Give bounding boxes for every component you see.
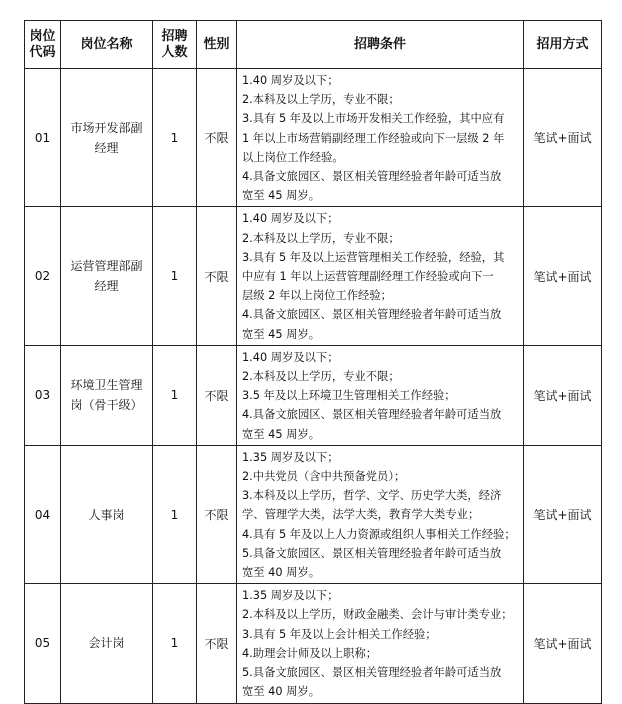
position-name: 人事岗 bbox=[61, 445, 153, 583]
hiring-method: 笔试+面试 bbox=[524, 207, 602, 345]
hiring-method: 笔试+面试 bbox=[524, 445, 602, 583]
hiring-method: 笔试+面试 bbox=[524, 69, 602, 207]
gender: 不限 bbox=[197, 445, 237, 583]
gender: 不限 bbox=[197, 207, 237, 345]
position-name: 市场开发部副经理 bbox=[61, 69, 153, 207]
condition-line: 以上岗位工作经验。 bbox=[242, 150, 344, 164]
condition-line: 1 年以上市场营销副经理工作经验或向下一层级 2 年 bbox=[242, 131, 505, 145]
hire-count: 1 bbox=[153, 445, 197, 583]
condition-line: 4.具备文旅园区、景区相关管理经验者年龄可适当放 bbox=[242, 308, 502, 322]
table-row bbox=[25, 207, 602, 345]
position-name: 环境卫生管理岗（骨干级） bbox=[61, 345, 153, 445]
position-name: 运营管理部副经理 bbox=[61, 207, 153, 345]
condition-line: 5.具备文旅园区、景区相关管理经验者年龄可适当放 bbox=[242, 546, 502, 560]
conditions bbox=[237, 207, 524, 345]
header-count: 招聘人数 bbox=[153, 21, 197, 69]
condition-line: 3.本科及以上学历，哲学、文学、历史学大类，经济 bbox=[242, 489, 502, 503]
condition-line: 宽至 45 周岁。 bbox=[242, 427, 321, 441]
condition-line: 宽至 45 周岁。 bbox=[242, 189, 321, 203]
position-code: 05 bbox=[25, 584, 61, 703]
condition-line: 宽至 40 周岁。 bbox=[242, 685, 321, 699]
position-code: 02 bbox=[25, 207, 61, 345]
condition-line: 2.本科及以上学历，专业不限； bbox=[242, 370, 400, 384]
position-code: 03 bbox=[25, 345, 61, 445]
condition-line: 宽至 45 周岁。 bbox=[242, 327, 321, 341]
condition-line: 5.具备文旅园区、景区相关管理经验者年龄可适当放 bbox=[242, 666, 502, 680]
recruitment-table bbox=[24, 20, 602, 704]
condition-line: 学、管理学大类，法学大类，教育学大类专业； bbox=[242, 508, 480, 522]
table-row bbox=[25, 345, 602, 445]
header-row bbox=[25, 21, 602, 69]
condition-line: 4.具有 5 年及以上人力资源或组织人事相关工作经验； bbox=[242, 527, 516, 541]
hiring-method: 笔试+面试 bbox=[524, 584, 602, 703]
header-name: 岗位名称 bbox=[61, 21, 153, 69]
condition-line: 3.具有 5 年及以上会计相关工作经验； bbox=[242, 627, 437, 641]
condition-line: 1.40 周岁及以下； bbox=[242, 74, 339, 87]
hire-count: 1 bbox=[153, 207, 197, 345]
condition-line: 中应有 1 年以上运营管理副经理工作经验或向下一 bbox=[242, 270, 494, 284]
conditions bbox=[237, 445, 524, 583]
table-row bbox=[25, 69, 602, 207]
condition-line: 1.35 周岁及以下； bbox=[242, 450, 339, 464]
condition-line: 1.40 周岁及以下； bbox=[242, 350, 339, 364]
condition-line: 1.35 周岁及以下； bbox=[242, 589, 339, 603]
header-gender: 性别 bbox=[197, 21, 237, 69]
hire-count: 1 bbox=[153, 345, 197, 445]
conditions bbox=[237, 345, 524, 445]
condition-line: 2.本科及以上学历，专业不限； bbox=[242, 93, 400, 107]
table-body bbox=[25, 69, 602, 704]
condition-line: 2.本科及以上学历，专业不限； bbox=[242, 231, 400, 245]
condition-line: 宽至 40 周岁。 bbox=[242, 566, 321, 580]
gender: 不限 bbox=[197, 69, 237, 207]
conditions bbox=[237, 69, 524, 207]
condition-line: 2.本科及以上学历，财政金融类、会计与审计类专业； bbox=[242, 608, 513, 622]
condition-line: 4.助理会计师及以上职称； bbox=[242, 646, 378, 660]
condition-line: 4.具备文旅园区、景区相关管理经验者年龄可适当放 bbox=[242, 170, 502, 184]
table-row bbox=[25, 584, 602, 703]
condition-line: 2.中共党员（含中共预备党员）； bbox=[242, 470, 406, 484]
condition-line: 3.5 年及以上环境卫生管理相关工作经验； bbox=[242, 389, 456, 403]
table-row bbox=[25, 445, 602, 583]
position-code: 04 bbox=[25, 445, 61, 583]
condition-line: 1.40 周岁及以下； bbox=[242, 212, 339, 226]
condition-line: 3.具有 5 年及以上市场开发相关工作经验，其中应有 bbox=[242, 112, 505, 126]
condition-line: 4.具备文旅园区、景区相关管理经验者年龄可适当放 bbox=[242, 408, 502, 422]
position-code: 01 bbox=[25, 69, 61, 207]
conditions bbox=[237, 584, 524, 703]
header-method: 招用方式 bbox=[524, 21, 602, 69]
hire-count: 1 bbox=[153, 69, 197, 207]
header-code: 岗位代码 bbox=[25, 21, 61, 69]
condition-line: 层级 2 年以上岗位工作经验； bbox=[242, 289, 392, 303]
condition-line: 3.具有 5 年及以上运营管理相关工作经验，经验，其 bbox=[242, 250, 505, 264]
header-conditions: 招聘条件 bbox=[237, 21, 524, 69]
hiring-method: 笔试+面试 bbox=[524, 345, 602, 445]
position-name: 会计岗 bbox=[61, 584, 153, 703]
gender: 不限 bbox=[197, 345, 237, 445]
hire-count: 1 bbox=[153, 584, 197, 703]
gender: 不限 bbox=[197, 584, 237, 703]
